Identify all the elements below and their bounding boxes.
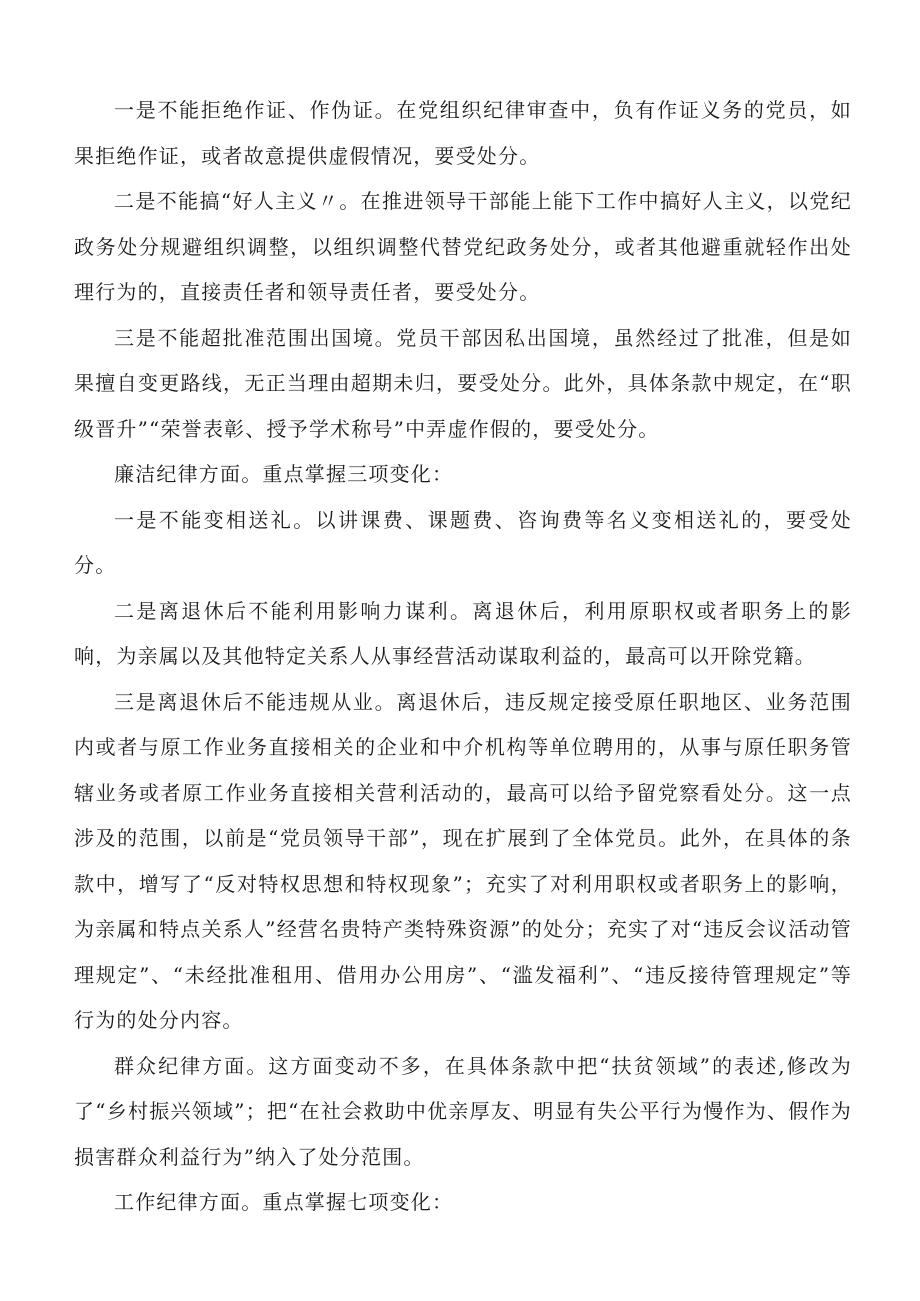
paragraph-retirement-employment: 三是离退休后不能违规从业。离退休后，违反规定接受原任职地区、业务范围内或者与原工作业务直接相关的企业和中介机构等单位聘用的，从事与原任职务管辖业务或者原工作业务直接相关营利活动的，最高可以给予留党察看处分。这一点涉及的范围，以前是“党员领导干部”，现在扩展到了全体党员。此外，在具体的条款中，增写了“反对特权思想和特权现象”；充实了对利用职权或者职务上的影响，为亲属和特点关系人”经营名贵特产类特殊资源”的处分；充实了对“违反会议活动管理规定”、“未经批准租用、借用办公用房”、“滥发福利”、“违反接待管理规定”等行为的处分内容。 — [74, 689, 852, 1032]
paragraph-exit-country: 三是不能超批准范围出国境。党员干部因私出国境，虽然经过了批准，但是如果擅自变更路线，无正当理由超期未归，要受处分。此外，具体条款中规定，在“职级晋升”“荣誉表彰、授予学术称号”中弄虚作假的，要受处分。 — [74, 325, 852, 441]
paragraph-refuse-testimony: 一是不能拒绝作证、作伪证。在党组织纪律审查中，负有作证义务的党员，如果拒绝作证，或者故意提供虚假情况，要受处分。 — [74, 98, 852, 168]
paragraph-good-person-ism: 二是不能搞“好人主义〃。在推进领导干部能上能下工作中搞好人主义，以党纪政务处分规避组织调整，以组织调整代替党纪政务处分，或者其他避重就轻作出处理行为的，直接责任者和领导责任者，要受处分。 — [74, 189, 852, 304]
section-mass-discipline: 群众纪律方面。这方面变动不多，在具体条款中把“扶贫领域”的表述,修改为了“乡村振兴领域”；把“在社会救助中优亲厚友、明显有失公平行为慢作为、假作为损害群众利益行为”纳入了处分范围。 — [74, 1053, 852, 1169]
paragraph-disguised-gifts: 一是不能变相送礼。以讲课费、课题费、咨询费等名义变相送礼的，要受处分。 — [74, 507, 852, 577]
section-work-discipline: 工作纪律方面。重点掌握七项变化： — [114, 1190, 454, 1214]
section-integrity-discipline: 廉洁纪律方面。重点掌握三项变化： — [114, 462, 454, 486]
paragraph-retirement-influence: 二是离退休后不能利用影响力谋利。离退休后，利用原职权或者职务上的影响，为亲属以及其他特定关系人从事经营活动谋取利益的，最高可以开除党籍。 — [74, 598, 852, 668]
